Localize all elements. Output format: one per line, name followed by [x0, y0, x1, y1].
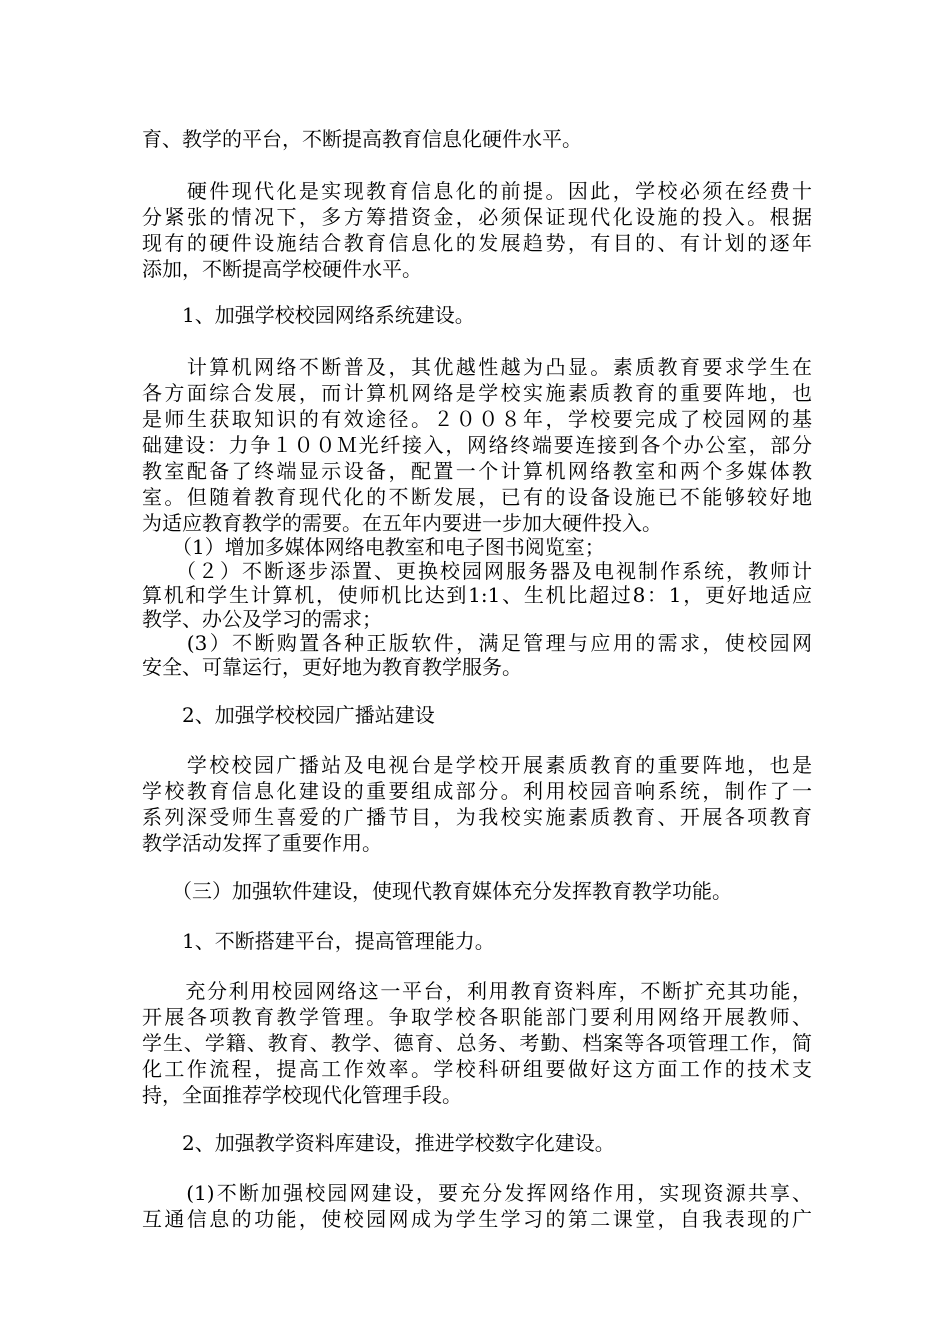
text-line: 化工作流程，提高工作效率。学校科研组要做好这方面工作的技术支 [142, 1057, 812, 1081]
text-line: 现有的硬件设施结合教育信息化的发展趋势，有目的、有计划的逐年 [142, 231, 812, 255]
text-line: 础建设：力争１００Ｍ光纤接入，网络终端要连接到各个办公室，部分 [142, 433, 812, 457]
section-heading: 1、加强学校校园网络系统建设。 [142, 303, 475, 327]
text-line: 分紧张的情况下，多方筹措资金，必须保证现代化设施的投入。根据 [142, 205, 812, 229]
list-item: （1）增加多媒体网络电教室和电子图书阅览室； [142, 535, 605, 559]
text-line: 为适应教育教学的需要。在五年内要进一步加大硬件投入。 [142, 511, 662, 535]
text-line: 系列深受师生喜爱的广播节目，为我校实施素质教育、开展各项教育 [142, 805, 812, 829]
section-heading: 2、加强教学资料库建设，推进学校数字化建设。 [142, 1131, 615, 1155]
text-line: 持，全面推荐学校现代化管理手段。 [142, 1083, 462, 1107]
text-line: 添加，不断提高学校硬件水平。 [142, 257, 422, 281]
text-line: 育、教学的平台，不断提高教育信息化硬件水平。 [142, 127, 582, 151]
text-line: 计算机网络不断普及，其优越性越为凸显。素质教育要求学生在 [142, 355, 812, 379]
text-line: 学校教育信息化建设的重要组成部分。利用校园音响系统，制作了一 [142, 779, 812, 803]
text-line: 算机和学生计算机，使师机比达到1:1、生机比超过8：1，更好地适应 [142, 583, 812, 607]
text-line: 学生、学籍、教育、教学、德育、总务、考勤、档案等各项管理工作，简 [142, 1031, 812, 1055]
text-line: 学校校园广播站及电视台是学校开展素质教育的重要阵地，也是 [142, 753, 812, 777]
list-item: （２）不断逐步添置、更换校园网服务器及电视制作系统，教师计 [142, 559, 812, 583]
text-line: 安全、可靠运行，更好地为教育教学服务。 [142, 655, 522, 679]
text-line: 互通信息的功能，使校园网成为学生学习的第二课堂，自我表现的广 [142, 1207, 812, 1231]
section-heading: （三）加强软件建设，使现代教育媒体充分发挥教育教学功能。 [142, 879, 732, 903]
section-heading: 1、不断搭建平台，提高管理能力。 [142, 929, 495, 953]
text-line: 教室配备了终端显示设备，配置一个计算机网络教室和两个多媒体教 [142, 459, 812, 483]
text-line: 是师生获取知识的有效途径。２００８年，学校要完成了校园网的基 [142, 407, 812, 431]
list-item: (3）不断购置各种正版软件，满足管理与应用的需求，使校园网 [142, 631, 812, 655]
list-item: (1)不断加强校园网建设，要充分发挥网络作用，实现资源共享、 [142, 1181, 812, 1205]
text-line: 开展各项教育教学管理。争取学校各职能部门要利用网络开展教师、 [142, 1005, 812, 1029]
text-line: 室。但随着教育现代化的不断发展，已有的设备设施已不能够较好地 [142, 485, 812, 509]
text-line: 教学、办公及学习的需求； [142, 607, 382, 631]
section-heading: 2、加强学校校园广播站建设 [142, 703, 435, 727]
text-line: 各方面综合发展，而计算机网络是学校实施素质教育的重要阵地，也 [142, 381, 812, 405]
text-line: 教学活动发挥了重要作用。 [142, 831, 382, 855]
text-line: 充分利用校园网络这一平台，利用教育资料库，不断扩充其功能， [142, 979, 812, 1003]
text-line: 硬件现代化是实现教育信息化的前提。因此，学校必须在经费十 [142, 179, 812, 203]
